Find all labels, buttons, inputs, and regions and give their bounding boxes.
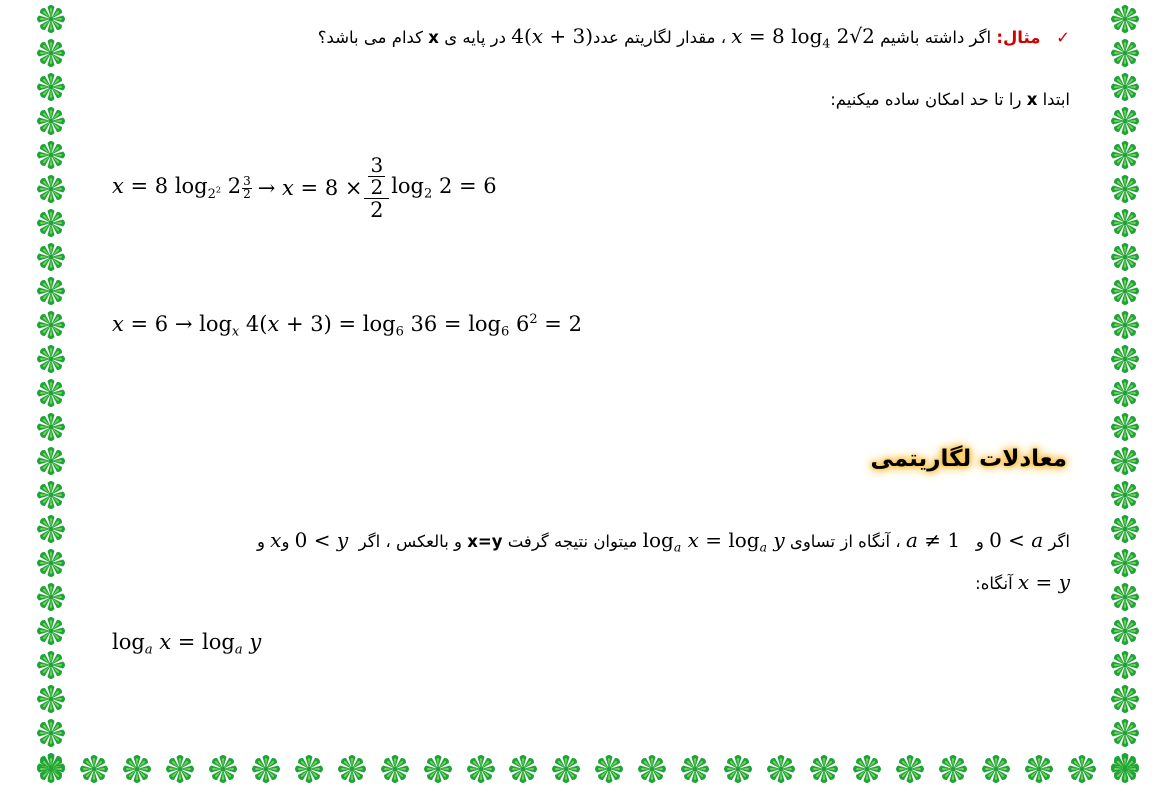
star-ornament-icon xyxy=(34,580,68,614)
star-ornament-icon xyxy=(592,752,626,786)
rule-line2-math: x = y xyxy=(1017,570,1070,594)
left-star-border xyxy=(34,2,68,782)
star-ornament-icon xyxy=(1108,444,1142,478)
intro-var-x: x xyxy=(1026,90,1038,109)
rule-math-a-positive: 0 < a xyxy=(989,528,1044,552)
star-ornament-icon xyxy=(1108,580,1142,614)
example-expression: 4(x + 3) xyxy=(511,24,594,48)
star-ornament-icon xyxy=(34,36,68,70)
step1-equation: x = 8 $\log_{2^2} 2$ 3 2 → x = 8 × $\frac{\frac{3}{2}}{2}$ $\log_2 2 = 6$ xyxy=(112,152,497,222)
star-ornament-icon xyxy=(34,104,68,138)
section-heading: معادلات لگاریتمی xyxy=(870,446,1067,472)
star-ornament-icon xyxy=(893,752,927,786)
star-ornament-icon xyxy=(1108,512,1142,546)
star-ornament-icon xyxy=(34,410,68,444)
rule-text-4: میتوان نتیجه گرفت xyxy=(507,532,638,551)
star-ornament-icon xyxy=(421,752,455,786)
star-ornament-icon xyxy=(34,614,68,648)
star-ornament-icon xyxy=(1108,342,1142,376)
final-equation: $\log_a x = \log_a y$ xyxy=(112,630,262,658)
example-label: مثال: xyxy=(996,28,1041,47)
star-ornament-icon xyxy=(249,752,283,786)
star-ornament-icon xyxy=(1108,410,1142,444)
star-ornament-icon xyxy=(378,752,412,786)
star-ornament-icon xyxy=(1108,70,1142,104)
star-ornament-icon xyxy=(34,206,68,240)
star-ornament-icon xyxy=(34,240,68,274)
star-ornament-icon xyxy=(335,752,369,786)
star-ornament-icon xyxy=(77,752,111,786)
rule-text-5: و بالعکس ، اگر xyxy=(358,532,462,551)
rule-text-3: ، آنگاه از تساوی xyxy=(789,532,901,551)
example-line xyxy=(318,24,1070,50)
rule-text-1: اگر xyxy=(1048,532,1070,551)
star-ornament-icon xyxy=(1108,682,1142,716)
rule-math-x: x xyxy=(270,528,282,552)
star-ornament-icon xyxy=(1108,376,1142,410)
rule-line-2 xyxy=(975,570,1070,594)
star-ornament-icon xyxy=(34,342,68,376)
rule-math-a-not-one: a ≠ 1 xyxy=(905,528,961,552)
star-ornament-icon xyxy=(1108,752,1142,786)
star-ornament-icon xyxy=(1108,104,1142,138)
rule-text-2: و xyxy=(975,532,984,551)
star-ornament-icon xyxy=(1108,2,1142,36)
star-ornament-icon xyxy=(936,752,970,786)
star-ornament-icon xyxy=(292,752,326,786)
star-ornament-icon xyxy=(850,752,884,786)
step1-exponent-fraction: 3 2 xyxy=(243,174,251,201)
star-ornament-icon xyxy=(206,752,240,786)
star-ornament-icon xyxy=(1108,546,1142,580)
rule-math-y-positive: 0 < y xyxy=(294,528,349,552)
rule-math-log-equality: $\log_a x = \log_a y$ xyxy=(642,528,785,555)
star-ornament-icon xyxy=(34,752,68,786)
rule-x-equals-y: x=y xyxy=(467,532,503,551)
intro-line xyxy=(830,90,1070,109)
star-ornament-icon xyxy=(1108,478,1142,512)
rule-text-7: و xyxy=(256,532,265,551)
star-ornament-icon xyxy=(34,546,68,580)
star-ornament-icon xyxy=(1108,274,1142,308)
star-ornament-icon xyxy=(34,70,68,104)
example-text-mid: ، مقدار لگاریتم عدد xyxy=(593,28,727,47)
rule-line-1 xyxy=(110,528,1070,554)
star-ornament-icon xyxy=(1108,240,1142,274)
example-var-x: x xyxy=(428,28,439,47)
star-ornament-icon xyxy=(120,752,154,786)
star-ornament-icon xyxy=(635,752,669,786)
star-ornament-icon xyxy=(34,2,68,36)
star-ornament-icon xyxy=(1108,206,1142,240)
star-ornament-icon xyxy=(1108,716,1142,750)
example-text-end: کدام می باشد؟ xyxy=(317,28,424,47)
star-ornament-icon xyxy=(1022,752,1056,786)
star-ornament-icon xyxy=(34,478,68,512)
example-x-definition: x = 8 $\log_4 2√2$ xyxy=(731,24,875,51)
star-ornament-icon xyxy=(34,716,68,750)
star-ornament-icon xyxy=(34,444,68,478)
star-ornament-icon xyxy=(721,752,755,786)
star-ornament-icon xyxy=(1108,308,1142,342)
star-ornament-icon xyxy=(1065,752,1099,786)
star-ornament-icon xyxy=(464,752,498,786)
star-ornament-icon xyxy=(1108,36,1142,70)
star-ornament-icon xyxy=(979,752,1013,786)
star-ornament-icon xyxy=(34,512,68,546)
intro-text-before: ابتدا xyxy=(1042,90,1070,109)
star-ornament-icon xyxy=(764,752,798,786)
star-ornament-icon xyxy=(34,682,68,716)
star-ornament-icon xyxy=(807,752,841,786)
star-ornament-icon xyxy=(1108,614,1142,648)
star-ornament-icon xyxy=(34,376,68,410)
star-ornament-icon xyxy=(34,138,68,172)
bottom-star-border xyxy=(34,752,1142,786)
star-ornament-icon xyxy=(678,752,712,786)
star-ornament-icon xyxy=(34,308,68,342)
rule-line2-text: آنگاه: xyxy=(975,574,1013,593)
intro-text-after: را تا حد امکان ساده میکنیم: xyxy=(830,90,1022,109)
star-ornament-icon xyxy=(1108,648,1142,682)
star-ornament-icon xyxy=(549,752,583,786)
step2-equation: $x = 6 \to \log_x 4(x + 3) = \log_6 36 = \log_6 6^2 = 2$ xyxy=(112,312,582,340)
right-star-border xyxy=(1108,2,1142,782)
star-ornament-icon xyxy=(1108,172,1142,206)
rule-text-6: و xyxy=(281,532,290,551)
check-icon: ✓ xyxy=(1056,28,1070,47)
star-ornament-icon xyxy=(506,752,540,786)
star-ornament-icon xyxy=(34,648,68,682)
star-ornament-icon xyxy=(163,752,197,786)
star-ornament-icon xyxy=(1108,138,1142,172)
star-ornament-icon xyxy=(34,274,68,308)
example-text-base: در پایه ی xyxy=(444,28,506,47)
step1-fraction: $\frac{\frac{3}{2}}{2}$ xyxy=(364,155,389,221)
star-ornament-icon xyxy=(34,172,68,206)
example-text-prefix: اگر داشته باشیم xyxy=(880,28,992,47)
